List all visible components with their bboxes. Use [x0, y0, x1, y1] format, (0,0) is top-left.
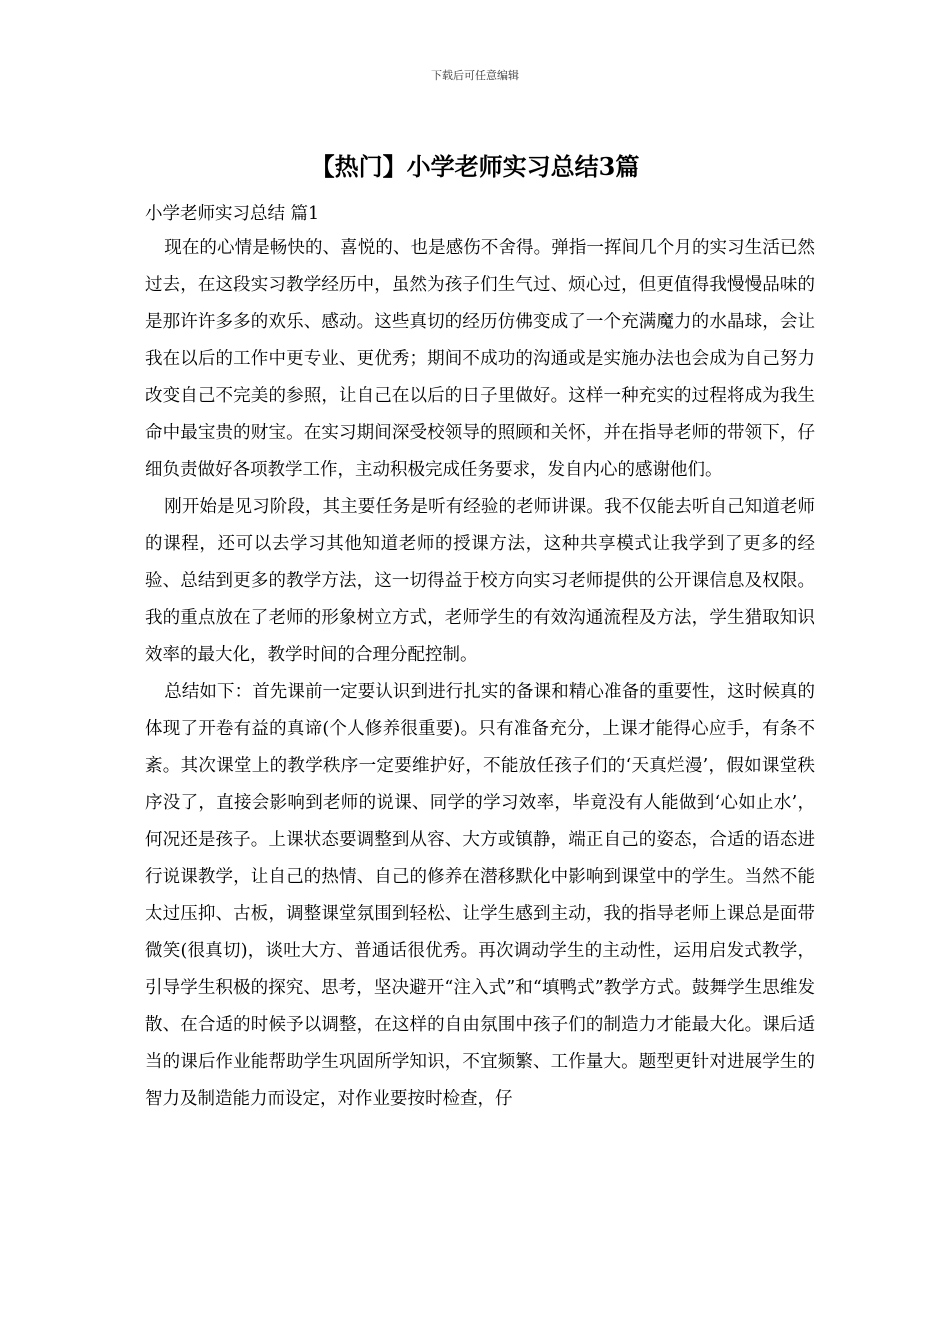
header-note: 下载后可任意编辑 [431, 69, 519, 82]
paragraph-1: 现在的心情是畅快的、喜悦的、也是感伤不舍得。弹指一挥间几个月的实习生活已然过去，在这段实习教学经历中，虽然为孩子们生气过、烦心过，但更值得我慢慢品味的是那许许多多的欢乐、感动。这些真切的经历仿佛变成了一个充满魔力的水晶球，会让我在以后的工作中更专业、更优秀；期间不成功的沟通或是实施办法也会成为自己努力改变自己不完美的参照，让自己在以后的日子里做好。这样一种充实的过程将成为我生命中最宝贵的财宝。在实习期间深受校领导的照顾和关怀，并在指导老师的带领下，仔细负责做好各项教学工作，主动积极完成任务要求，发自内心的感谢他们。 [145, 238, 815, 480]
paragraph-3: 总结如下：首先课前一定要认识到进行扎实的备课和精心准备的重要性，这时候真的体现了开卷有益的真谛(个人修养很重要)。只有准备充分，上课才能得心应手，有条不紊。其次课堂上的教学秩序一定要维护好，不能放任孩子们的‘天真烂漫’，假如课堂秩序没了，直接会影响到老师的说课、同学的学习效率，毕竟没有人能做到‘心如止水’，何况还是孩子。上课状态要调整到从容、大方或镇静，端正自己的姿态，合适的语态进行说课教学，让自己的热情、自己的修养在潜移默化中影响到课堂中的学生。当然不能太过压抑、古板，调整课堂氛围到轻松、让学生感到主动，我的指导老师上课总是面带微笑(很真切)，谈吐大方、普通话很优秀。再次调动学生的主动性，运用启发式教学，引导学生积极的探究、思考，坚决避开“注入式”和“填鸭式”教学方式。鼓舞学生思维发散、在合适的时候予以调整，在这样的自由氛围中孩子们的制造力才能最大化。课后适当的课后作业能帮助学生巩固所学知识，不宜频繁、工作量大。题型更针对进展学生的智力及制造能力而设定，对作业要按时检查，仔 [145, 682, 815, 1109]
paragraph-2: 刚开始是见习阶段，其主要任务是听有经验的老师讲课。我不仅能去听自己知道老师的课程，还可以去学习其他知道老师的授课方法，这种共享模式让我学到了更多的经验、总结到更多的教学方法，这一切得益于校方向实习老师提供的公开课信息及权限。我的重点放在了老师的形象树立方式，老师学生的有效沟通流程及方法，学生猎取知识效率的最大化，教学时间的合理分配控制。 [145, 497, 815, 665]
section-heading: 小学老师实习总结 篇1 [145, 204, 320, 224]
document-body [145, 200, 815, 1118]
document-title: 【热门】小学老师实习总结3篇 [310, 152, 640, 181]
